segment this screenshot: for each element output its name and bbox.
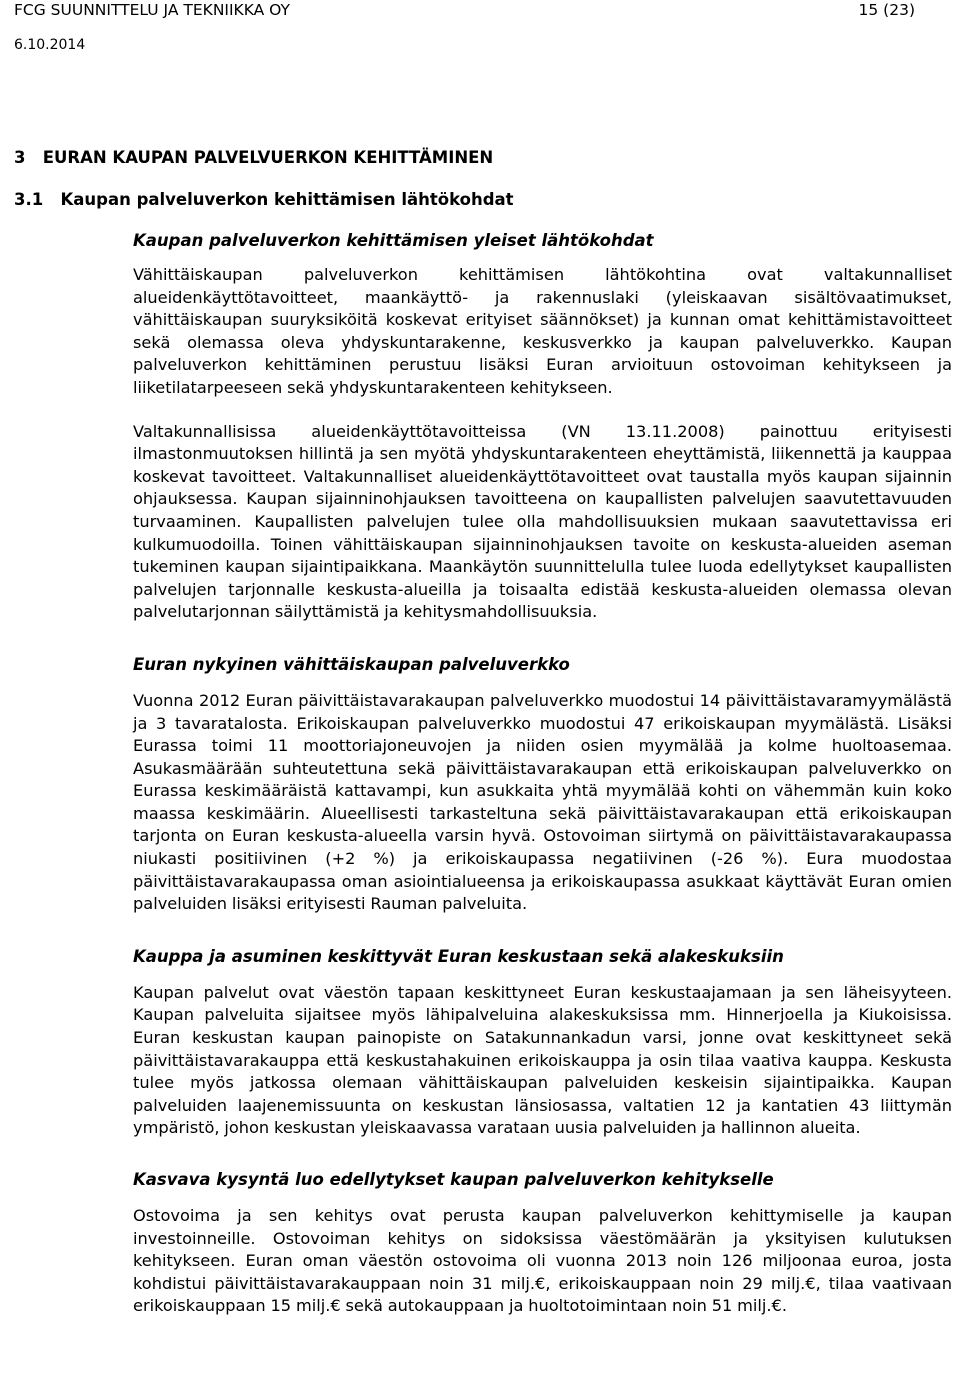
paragraph-national-objectives: Valtakunnallisissa alueidenkäyttötavoitteissa (VN 13.11.2008) painottuu erityisesti ilmastonmuutoksen hillintä ja sen myötä yhdyskuntarakenteen eheyttämistä, liikennettä ja kauppaa koskevat tavoitteet. Valtakunnalliset alueidenkäyttötavoitteet ovat taustalla myös kaupan sijainnin ohjauksessa. Kaupan sijainninohjauksen tavoitteena on kaupallisten palvelujen saavutettavuuden turvaaminen. Kaupallisten palvelujen tulee olla mahdollisuuksien mukaan saavutettavissa eri kulkumuodoilla. Toinen vähittäiskaupan sijainninohjauksen tavoite on keskusta-alueiden aseman tukeminen kaupan sijaintipaikkana. Maankäytön suunnittelulla tulee luoda edellytykset kaupallisten palvelujen tarjonnalle keskusta-alueilla ja toisaalta edistää keskusta-alueiden olemassa olevan palvelutarjonnan säilyttämistä ja kehitysmahdollisuuksia. <box>133 421 952 622</box>
subheading-centre-and-subcentres: Kauppa ja asuminen keskittyvät Euran keskustaan sekä alakeskuksiin <box>133 946 784 966</box>
header-organization: FCG SUUNNITTELU JA TEKNIIKKA OY <box>14 1 290 19</box>
paragraph-general-basis: Vähittäiskaupan palveluverkon kehittämisen lähtökohtina ovat valtakunnalliset alueidenkäyttötavoitteet, maankäyttö- ja rakennuslaki (yleiskaavan sisältövaatimukset, vähittäiskaupan suuryksiköitä koskevat erityiset säännökset) ja kunnan omat kehittämistavoitteet sekä olemassa oleva yhdyskuntarakenne, keskusverkko ja kaupan palveluverkko. Kaupan palveluverkon kehittäminen perustuu lisäksi Euran arvioituun ostovoiman kehitykseen ja liiketilatarpeeseen sekä yhdyskuntarakenteen kehitykseen. <box>133 265 952 397</box>
header-date: 6.10.2014 <box>14 37 86 53</box>
chapter-heading: 3 EURAN KAUPAN PALVELVUERKON KEHITTÄMINEN <box>14 148 494 167</box>
subheading-current-network: Euran nykyinen vähittäiskaupan palveluverkko <box>133 654 570 674</box>
section-heading: 3.1 Kaupan palveluverkon kehittämisen lähtökohdat <box>14 190 514 209</box>
document-body <box>133 231 952 1318</box>
paragraph-growing-demand: Ostovoima ja sen kehitys ovat perusta kaupan palveluverkon kehittymiselle ja kaupan investoinneille. Ostovoiman kehitys on sidoksissa väestömäärän ja yksityisen kulutuksen kehitykseen. Euran oman väestön ostovoima oli vuonna 2013 noin 126 miljoonaa euroa, josta kohdistui päivittäistavarakauppaan noin 31 milj.€, erikoiskauppaan noin 29 milj.€, tilaa vaativaan erikoiskauppaan 15 milj.€ sekä autokauppaan ja huoltotoimintaan noin 51 milj.€. <box>133 1206 952 1316</box>
paragraph-current-network: Vuonna 2012 Euran päivittäistavarakaupan palveluverkko muodostui 14 päivittäistavaramyymälästä ja 3 tavaratalosta. Erikoiskaupan palveluverkko muodostui 47 erikoiskaupan myymälästä. Lisäksi Eurassa toimi 11 moottoriajoneuvojen ja niiden osien myymälää ja kolme huoltoasemaa. Asukasmäärään suhteutettuna sekä päivittäistavarakaupan että erikoiskaupan palveluverkko on Eurassa keskimääräistä kattavampi, kun asukkaita yhtä myymälää kohti on vähemmän kuin koko maassa keskimäärin. Alueellisesti tarkasteltuna sekä päivittäistavarakaupan että erikoiskaupan tarjonta on Euran keskusta-alueella varsin hyvä. Ostovoiman siirtymä on päivittäistavarakaupassa niukasti positiivinen (+2 %) ja erikoiskaupassa negatiivinen (-26 %). Eura muodostaa päivittäistavarakaupassa oman asiointialueensa ja erikoiskaupassa asukkaat käyttävät Euran omien palveluiden lisäksi erityisesti Rauman palveluita. <box>133 690 952 914</box>
subheading-growing-demand: Kasvava kysyntä luo edellytykset kaupan palveluverkon kehitykselle <box>133 1170 774 1189</box>
subheading-general-basis: Kaupan palveluverkon kehittämisen yleiset lähtökohdat <box>133 231 654 250</box>
paragraph-centre-and-subcentres: Kaupan palvelut ovat väestön tapaan keskittyneet Euran keskustaajamaan ja sen läheisyyteen. Kaupan palveluita sijaitsee myös lähipalveluina alakeskuksissa mm. Hinnerjoella ja Kiukoisissa. Euran keskustan kaupan painopiste on Satakunnankadun varsi, jonne ovat keskittyneet sekä päivittäistavarakauppa että keskustahakuinen erikoiskauppa ja osin tilaa vaativa kauppa. Keskusta tulee myös jatkossa olemaan vähittäiskaupan palveluiden keskeisin sijaintipaikka. Kaupan palveluiden laajenemissuunta on keskustan länsiosassa, valtatien 12 ja kantatien 43 liittymän ympäristö, johon keskustan yleiskaavassa varataan uusia palveluiden ja hallinnon alueita. <box>133 982 952 1138</box>
page-number: 15 (23) <box>858 1 915 19</box>
